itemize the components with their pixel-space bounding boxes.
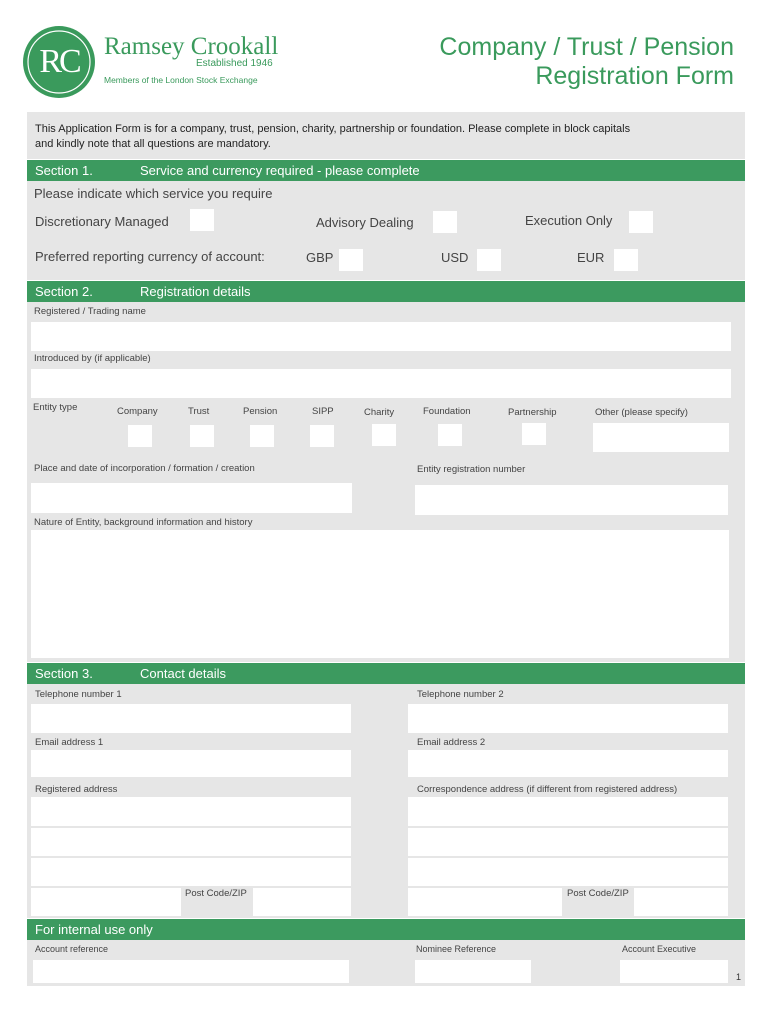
- email2-field[interactable]: [408, 750, 728, 777]
- section1-title: Service and currency required - please complete: [140, 163, 420, 178]
- tel1-field[interactable]: [31, 704, 351, 733]
- page-number: 1: [736, 972, 742, 982]
- entity-other-field[interactable]: [593, 423, 729, 452]
- entity-checkbox-pension[interactable]: [250, 425, 274, 447]
- tel2-field[interactable]: [408, 704, 728, 733]
- section3-number: Section 3.: [35, 666, 93, 681]
- currency-label-gbp: GBP: [306, 250, 334, 265]
- section3-panel: [27, 684, 745, 918]
- section1-header: [27, 160, 745, 181]
- reg-address-line2[interactable]: [31, 828, 351, 856]
- nominee-ref-field[interactable]: [415, 960, 531, 983]
- corr-postcode-field[interactable]: [634, 888, 728, 916]
- account-exec-label: Account Executive: [622, 944, 697, 954]
- currency-checkbox-eur[interactable]: [614, 249, 638, 271]
- service-checkbox-advisory[interactable]: [433, 211, 457, 233]
- entity-checkbox-partnership[interactable]: [522, 423, 546, 445]
- form-title-line1: Company / Trust / Pension: [439, 33, 734, 61]
- reg-address-line4[interactable]: [31, 888, 181, 916]
- intro-line2: and kindly note that all questions are mandatory.: [35, 138, 271, 150]
- reg-address-label: Registered address: [35, 784, 118, 795]
- service-label-execution: Execution Only: [525, 213, 613, 228]
- brand-name: Ramsey Crookall: [104, 33, 279, 60]
- entity-checkbox-trust[interactable]: [190, 425, 214, 447]
- corr-postcode-label: Post Code/ZIP: [567, 888, 629, 899]
- nature-label: Nature of Entity, background information and history: [34, 517, 253, 528]
- entity-label-sipp: SIPP: [312, 406, 334, 417]
- corr-address-line4[interactable]: [408, 888, 562, 916]
- reg-number-label: Entity registration number: [417, 464, 526, 475]
- section1-panel: [27, 181, 745, 280]
- section2-title: Registration details: [140, 284, 251, 299]
- nominee-ref-label: Nominee Reference: [416, 944, 497, 954]
- registered-name-field[interactable]: [31, 322, 731, 351]
- service-prompt: Please indicate which service you require: [34, 186, 273, 201]
- form-title-line2: Registration Form: [535, 62, 734, 90]
- corr-address-line1[interactable]: [408, 797, 728, 826]
- tel2-label: Telephone number 2: [417, 689, 504, 700]
- logo-monogram: RC: [39, 43, 79, 80]
- intro-line1: This Application Form is for a company, trust, pension, charity, partnership or foundation. Please complete in block capitals: [35, 123, 631, 135]
- entity-checkbox-company[interactable]: [128, 425, 152, 447]
- entity-checkbox-charity[interactable]: [372, 424, 396, 446]
- entity-label-partnership: Partnership: [508, 407, 557, 418]
- entity-label-trust: Trust: [188, 406, 210, 417]
- email1-label: Email address 1: [35, 737, 104, 748]
- entity-label-company: Company: [117, 406, 158, 417]
- reg-address-line1[interactable]: [31, 797, 351, 826]
- currency-label-usd: USD: [441, 250, 469, 265]
- entity-label-foundation: Foundation: [423, 406, 471, 417]
- internal-panel: [27, 940, 745, 986]
- account-exec-field[interactable]: [620, 960, 728, 983]
- internal-title: For internal use only: [35, 922, 153, 937]
- entity-type-label: Entity type: [33, 402, 78, 413]
- entity-label-pension: Pension: [243, 406, 278, 417]
- reg-postcode-field[interactable]: [253, 888, 351, 916]
- place-date-label: Place and date of incorporation / formation / creation: [34, 463, 255, 474]
- section2-number: Section 2.: [35, 284, 93, 299]
- account-ref-field[interactable]: [33, 960, 349, 983]
- entity-checkbox-foundation[interactable]: [438, 424, 462, 446]
- nature-field[interactable]: [31, 530, 729, 658]
- brand-established: Established 1946: [196, 58, 273, 69]
- currency-label-eur: EUR: [577, 250, 605, 265]
- entity-checkbox-sipp[interactable]: [310, 425, 334, 447]
- reg-postcode-label: Post Code/ZIP: [185, 888, 247, 899]
- brand-tagline: Members of the London Stock Exchange: [104, 75, 258, 85]
- reg-number-field[interactable]: [415, 485, 728, 515]
- email2-label: Email address 2: [417, 737, 486, 748]
- section2-panel: [27, 302, 745, 662]
- entity-label-charity: Charity: [364, 407, 395, 418]
- entity-label-other: Other (please specify): [595, 407, 688, 418]
- tel1-label: Telephone number 1: [35, 689, 122, 700]
- service-label-discretionary: Discretionary Managed: [35, 214, 169, 229]
- introduced-by-label: Introduced by (if applicable): [34, 353, 151, 364]
- service-checkbox-discretionary[interactable]: [190, 209, 214, 231]
- reg-address-line3[interactable]: [31, 858, 351, 886]
- registered-name-label: Registered / Trading name: [34, 306, 146, 317]
- section3-title: Contact details: [140, 666, 226, 681]
- service-checkbox-execution[interactable]: [629, 211, 653, 233]
- intro-panel: [27, 112, 745, 159]
- internal-header: [27, 919, 745, 940]
- section2-header: [27, 281, 745, 302]
- email1-field[interactable]: [31, 750, 351, 777]
- currency-checkbox-usd[interactable]: [477, 249, 501, 271]
- place-date-field[interactable]: [31, 483, 352, 513]
- logo: [22, 25, 96, 99]
- corr-address-line2[interactable]: [408, 828, 728, 856]
- currency-checkbox-gbp[interactable]: [339, 249, 363, 271]
- account-ref-label: Account reference: [35, 944, 109, 954]
- corr-address-line3[interactable]: [408, 858, 728, 886]
- service-label-advisory: Advisory Dealing: [316, 215, 414, 230]
- currency-label: Preferred reporting currency of account:: [35, 249, 265, 264]
- section3-header: [27, 663, 745, 684]
- corr-address-label: Correspondence address (if different from registered address): [417, 784, 678, 795]
- section1-number: Section 1.: [35, 163, 93, 178]
- introduced-by-field[interactable]: [31, 369, 731, 398]
